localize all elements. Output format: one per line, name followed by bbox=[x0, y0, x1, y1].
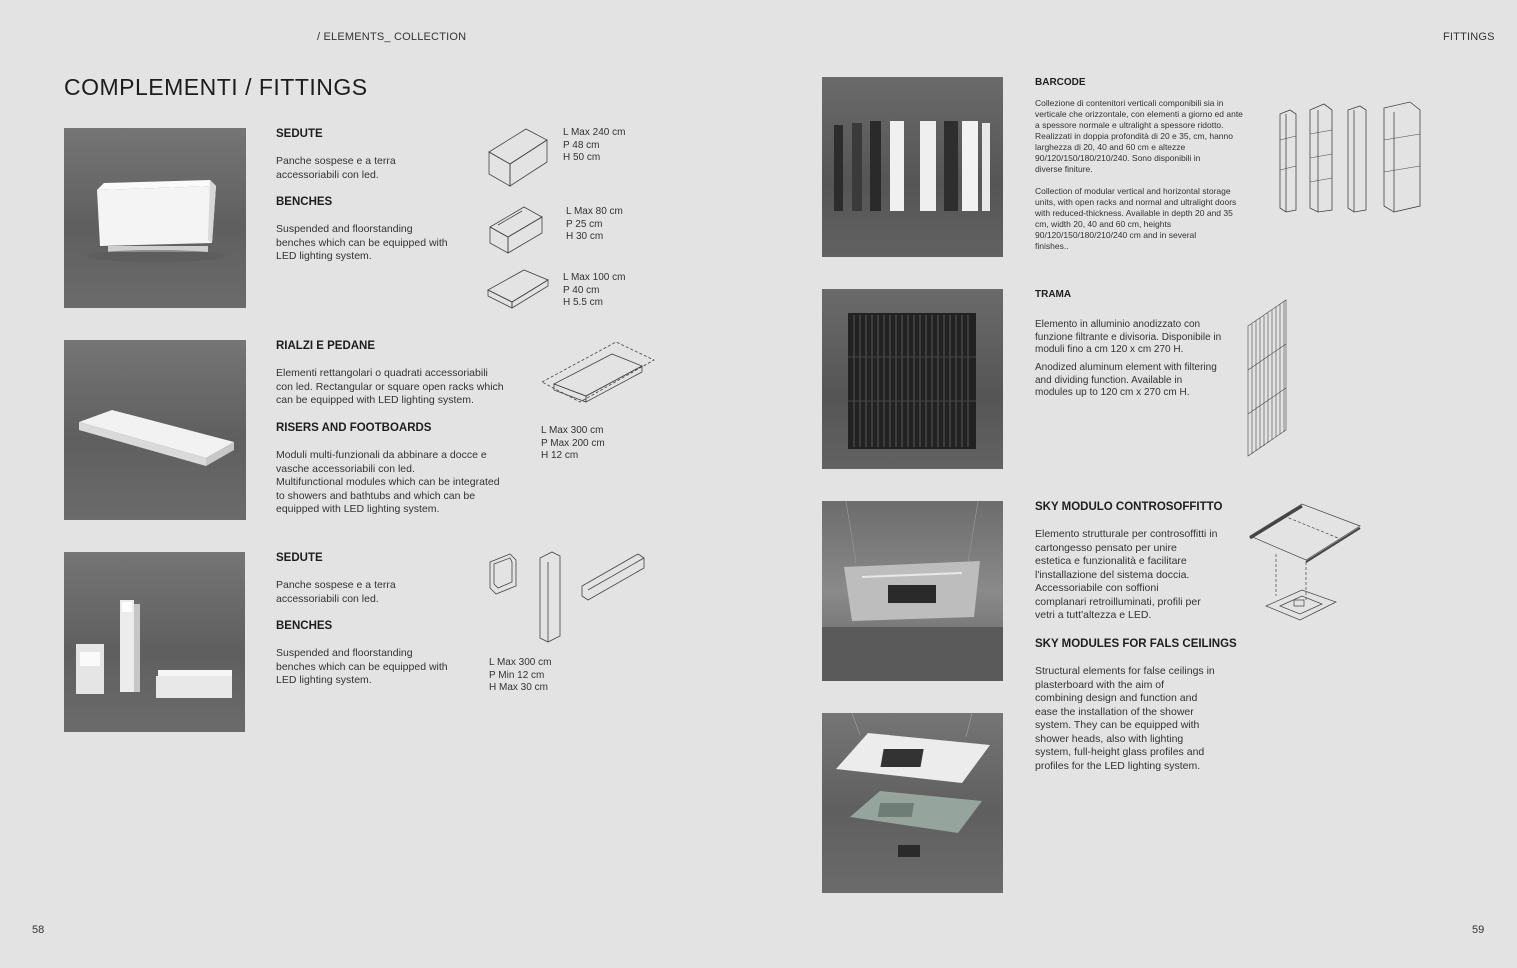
sky-module-render bbox=[822, 501, 1003, 681]
riser-dimensions: L Max 300 cm P Max 200 cm H 12 cm bbox=[541, 425, 605, 461]
barcode-drawing bbox=[1278, 100, 1424, 212]
sky-exploded-photo bbox=[822, 713, 1003, 893]
column-benches-render bbox=[64, 552, 245, 732]
benches-2-heading: BENCHES bbox=[276, 620, 333, 632]
column-benches-photo bbox=[64, 552, 245, 732]
bench-medium-drawing bbox=[488, 205, 546, 255]
rialzi-heading: RIALZI E PEDANE bbox=[276, 340, 376, 352]
bench-flat-dimensions: L Max 100 cm P 40 cm H 5.5 cm bbox=[563, 272, 626, 308]
trama-drawing bbox=[1244, 298, 1290, 458]
riser-drawing bbox=[538, 338, 656, 412]
barcode-text-en: Collection of modular vertical and horizontal storage units, with open racks and normal and ultralight doors with reduced-thickness. Available in depth 20 and 35 cm, width 20, 40 and 60 cm, heights 90/120/150/180/210/240 cm and in several finishes.. bbox=[1035, 186, 1237, 251]
trama-heading: TRAMA bbox=[1035, 289, 1072, 300]
bench-large-dimensions: L Max 240 cm P 48 cm H 50 cm bbox=[563, 127, 626, 163]
trama-text-en: Anodized aluminum element with filtering and dividing function. Available in modules up to 120 cm x 270 cm H. bbox=[1035, 362, 1217, 398]
barcode-render bbox=[822, 77, 1003, 257]
sedute-text: Panche sospese e a terra accessoriabili con led. bbox=[276, 155, 396, 181]
sky-modules-heading: SKY MODULES FOR FALS CEILINGS bbox=[1035, 638, 1237, 650]
benches-heading: BENCHES bbox=[276, 196, 333, 208]
bench-large-drawing bbox=[486, 126, 551, 188]
column-benches-dimensions: L Max 300 cm P Min 12 cm H Max 30 cm bbox=[489, 657, 552, 693]
page-number-left: 58 bbox=[32, 924, 45, 936]
riser-render bbox=[64, 340, 246, 520]
risers-heading: RISERS AND FOOTBOARDS bbox=[276, 422, 432, 434]
trama-text-it: Elemento in alluminio anodizzato con funzione filtrante e divisoria. Disponibile in moduli fino a cm 120 x cm 270 H. bbox=[1035, 319, 1222, 355]
sky-module-photo bbox=[822, 501, 1003, 681]
sedute-2-text: Panche sospese e a terra accessoriabili con led. bbox=[276, 579, 396, 605]
benches-text: Suspended and floorstanding benches which can be equipped with LED lighting system. bbox=[276, 223, 448, 262]
trama-photo bbox=[822, 289, 1003, 469]
bench-photo bbox=[64, 128, 246, 308]
sky-modulo-heading: SKY MODULO CONTROSOFFITTO bbox=[1035, 501, 1223, 513]
bench-render bbox=[64, 128, 246, 308]
sky-modules-text: Structural elements for false ceilings in plasterboard with the aim of combining design and function and ease the installation of the shower system. They can be equipped with shower heads, also with lighting system, full-height glass profiles and profiles for the LED lighting system. bbox=[1035, 665, 1215, 772]
page-number-right: 59 bbox=[1472, 924, 1485, 936]
sky-exploded-render bbox=[822, 713, 1003, 893]
bench-flat-drawing bbox=[486, 268, 550, 310]
sky-module-drawing bbox=[1246, 500, 1364, 628]
benches-2-text: Suspended and floorstanding benches which can be equipped with LED lighting system. bbox=[276, 647, 448, 686]
chapter-label: FITTINGS bbox=[1443, 31, 1495, 43]
trama-render bbox=[822, 289, 1003, 469]
bench-medium-dimensions: L Max 80 cm P 25 cm H 30 cm bbox=[566, 206, 623, 242]
column-benches-drawing bbox=[486, 550, 652, 644]
sedute-2-heading: SEDUTE bbox=[276, 552, 323, 564]
section-breadcrumb: / ELEMENTS_ COLLECTION bbox=[317, 31, 467, 43]
barcode-heading: BARCODE bbox=[1035, 77, 1086, 88]
riser-photo bbox=[64, 340, 246, 520]
barcode-photo bbox=[822, 77, 1003, 257]
risers-text: Moduli multi-funzionali da abbinare a docce e vasche accessoriabili con led. Multifunctional modules which can be integrated to showers and bathtubs and which can be equipped with LED lighting system. bbox=[276, 449, 500, 515]
barcode-text-it: Collezione di contenitori verticali componibili sia in verticale che orizzontale, con elementi a giorno ed ante a spessore normale e ultralight a spessore ridotto. Realizzati in doppia profondità di 20 e 35, cm, hanno larghezza di 20, 40 and 60 cm e altezze 90/120/150/180/210/240. Sono disponibili in diverse finiture. bbox=[1035, 98, 1243, 174]
sky-modulo-text: Elemento strutturale per controsoffitti in cartongesso pensato per unire estetica e funzionalità e facilitare l'installazione del sistema doccia. Accessoriabile con soffioni complanari retroilluminati, profili per vetri a tutt'altezza e LED. bbox=[1035, 528, 1218, 621]
sedute-heading: SEDUTE bbox=[276, 128, 323, 140]
rialzi-text: Elementi rettangolari o quadrati accessoriabili con led. Rectangular or square open racks which can be equipped with LED lighting system. bbox=[276, 367, 504, 406]
page-title: COMPLEMENTI / FITTINGS bbox=[64, 74, 368, 100]
